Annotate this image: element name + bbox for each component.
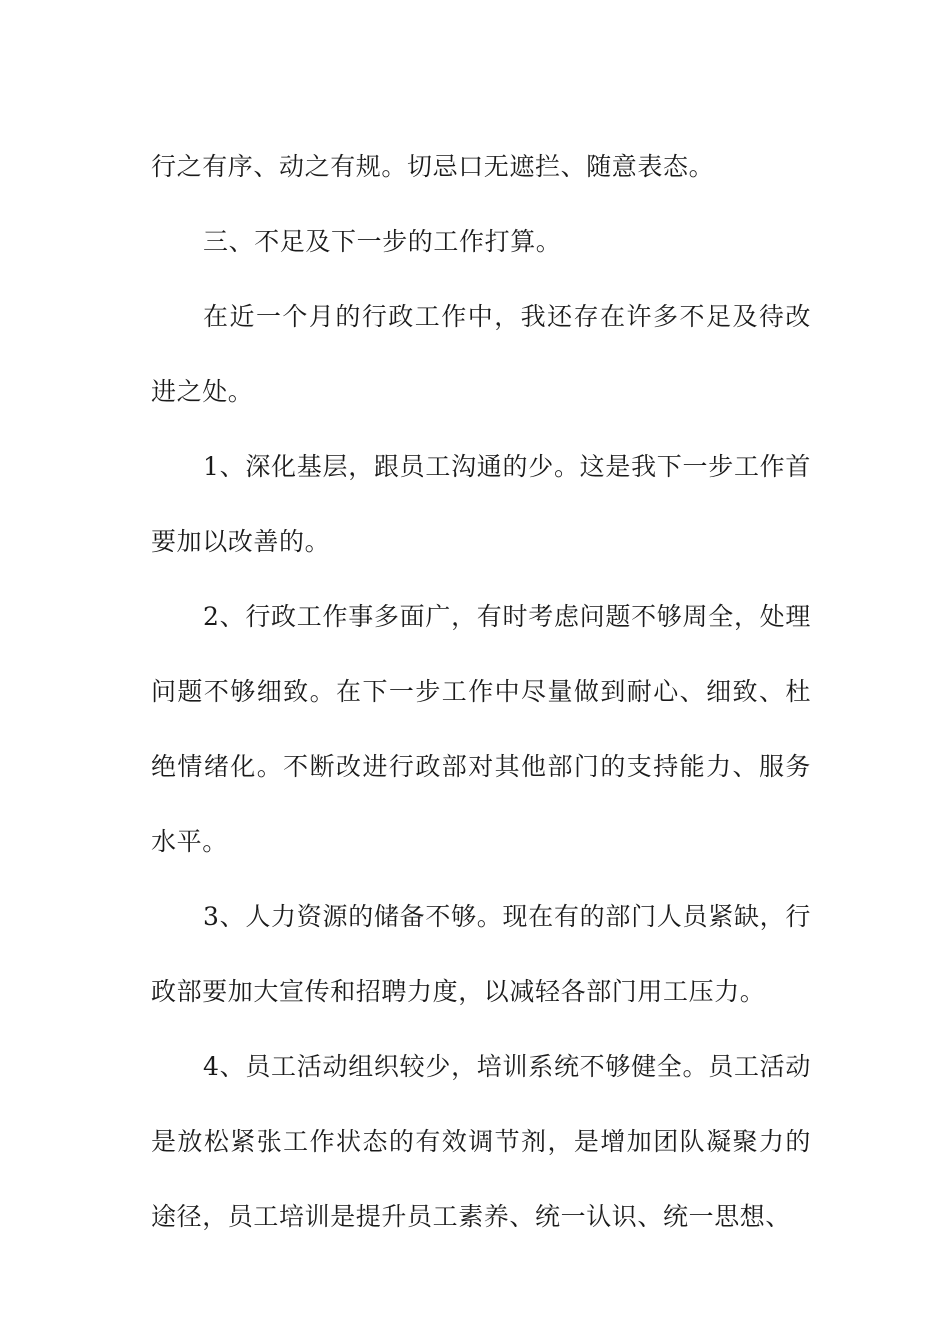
section-heading: 三、不足及下一步的工作打算。 [203,227,562,256]
list-item-1: 1、深化基层，跟员工沟通的少。这是我下一步工作首要加以改善的。 [151,452,811,556]
list-item-4: 4、员工活动组织较少，培训系统不够健全。员工活动是放松紧张工作状态的有效调节剂，是增加团队凝聚力的途径，员工培训是提升员工素养、统一认识、统一思想、 [151,1052,811,1231]
paragraph-intro: 在近一个月的行政工作中，我还存在许多不足及待改进之处。 [151,302,811,406]
document-body [151,129,811,1254]
list-item-3: 3、人力资源的储备不够。现在有的部门人员紧缺，行政部要加大宣传和招聘力度，以减轻各部门用工压力。 [151,902,811,1006]
list-item-2: 2、行政工作事多面广，有时考虑问题不够周全，处理问题不够细致。在下一步工作中尽量做到耐心、细致、杜绝情绪化。不断改进行政部对其他部门的支持能力、服务水平。 [151,602,811,856]
paragraph-continuation: 行之有序、动之有规。切忌口无遮拦、随意表态。 [151,152,715,181]
